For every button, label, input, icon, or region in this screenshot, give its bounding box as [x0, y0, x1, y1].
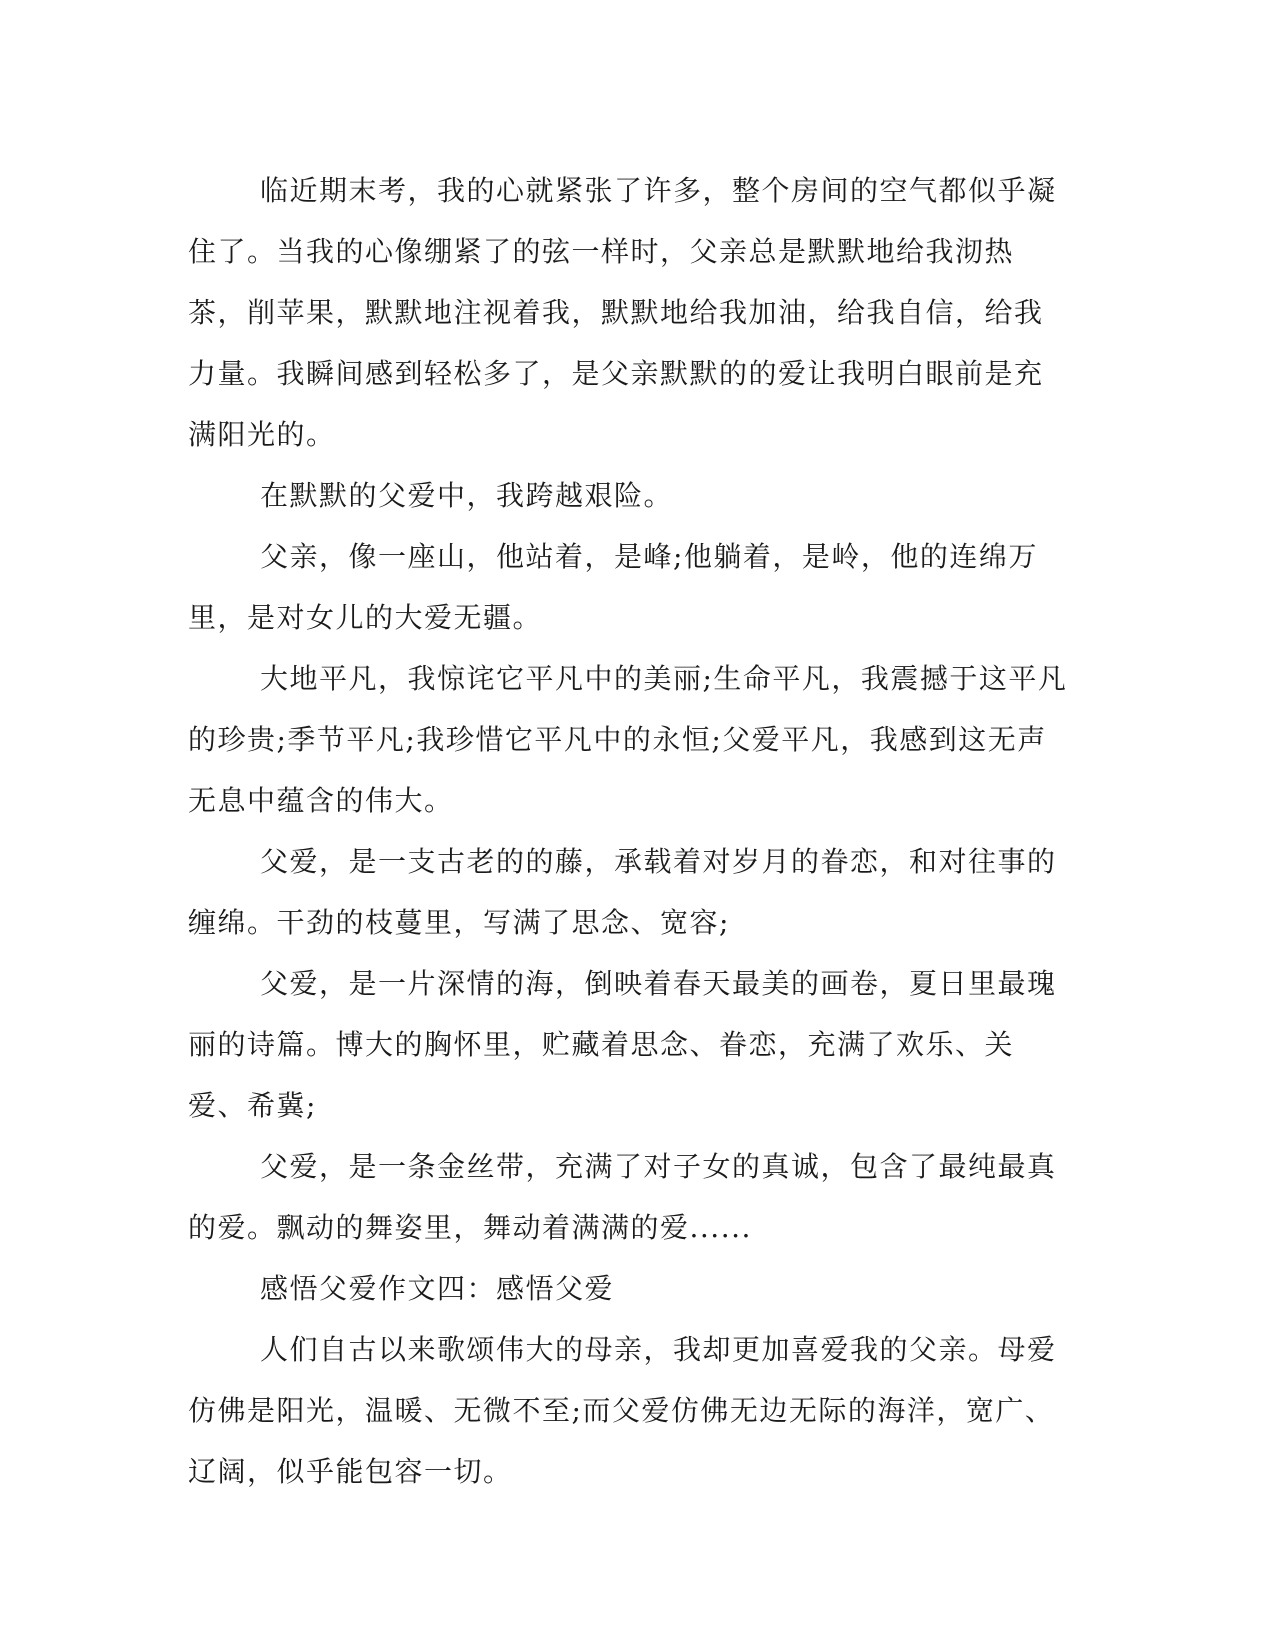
paragraph-love-ribbon: 父爱，是一条金丝带，充满了对子女的真诚，包含了最纯最真的爱。飘动的舞姿里，舞动着满满的爱...... [188, 1150, 1057, 1244]
paragraph-ordinary-greatness: 大地平凡，我惊诧它平凡中的美丽;生命平凡，我震撼于这平凡的珍贵;季节平凡;我珍惜它平凡中的永恒;父爱平凡，我感到这无声无息中蕴含的伟大。 [188, 662, 1068, 817]
paragraph-father-mountain: 父亲，像一座山，他站着，是峰;他躺着，是岭，他的连绵万里，是对女儿的大爱无疆。 [188, 540, 1038, 634]
paragraph-overcome-hardship: 在默默的父爱中，我跨越艰险。 [260, 479, 674, 512]
paragraph-love-vine: 父爱，是一支古老的的藤，承载着对岁月的眷恋，和对往事的缠绵。干劲的枝蔓里，写满了思念、宽容; [188, 845, 1057, 939]
paragraph-love-sea: 父爱，是一片深情的海，倒映着春天最美的画卷，夏日里最瑰丽的诗篇。博大的胸怀里，贮藏着思念、眷恋，充满了欢乐、关爱、希冀; [188, 967, 1057, 1122]
section-heading: 感悟父爱作文四：感悟父爱 [260, 1272, 615, 1305]
paragraph-exam-stress: 临近期末考，我的心就紧张了许多，整个房间的空气都似乎凝住了。当我的心像绷紧了的弦一样时，父亲总是默默地给我沏热茶，削苹果，默默地注视着我，默默地给我加油，给我自信，给我力量。我瞬间感到轻松多了，是父亲默默的的爱让我明白眼前是充满阳光的。 [188, 174, 1057, 451]
document-body [188, 160, 1068, 1502]
paragraph-mother-father-love: 人们自古以来歌颂伟大的母亲，我却更加喜爱我的父亲。母爱仿佛是阳光，温暖、无微不至;而父爱仿佛无边无际的海洋，宽广、辽阔，似乎能包容一切。 [188, 1333, 1057, 1488]
